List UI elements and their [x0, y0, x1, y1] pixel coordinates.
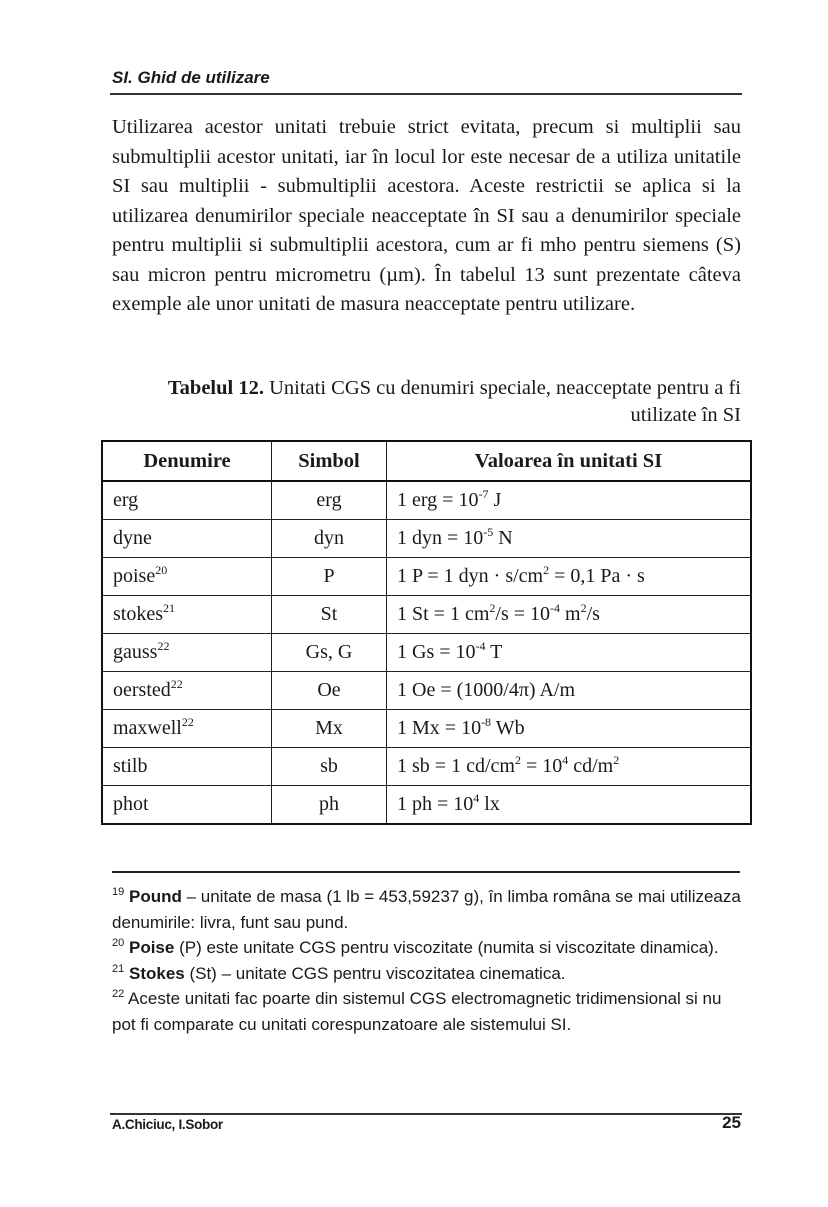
footnote-number: 21	[112, 962, 125, 975]
body-paragraph: Utilizarea acestor unitati trebuie strict evitata, precum si multiplii sau submultiplii acestor unitati, iar în locul lor este necesar de a utiliza unitatile SI sau multiplii - submultiplii acestora. Aceste restrictii se aplica si la utilizarea denumirilor speciale neacceptate în SI sau a denumirilor speciale pentru multiplii si submultiplii acestora, cum ar fi mho pentru siemens (S) sau micron pentru micrometru (µm). În tabelul 13 sunt prezentate câteva exemple ale unor unitati de masura neacceptate pentru utilizare.	[112, 116, 741, 315]
cell-si-value: 1 $Gs = 10^{-4}$ T	[387, 634, 752, 672]
table-row	[102, 634, 751, 672]
cell-unit-symbol: Oe	[272, 672, 387, 710]
footnote-20	[112, 935, 748, 961]
cell-si-value: 1 P = 1 dyn · $s/cm^2 = 0,1$ Pa · s	[387, 558, 752, 596]
footnote-22	[112, 986, 748, 1037]
footnote-number: 19	[112, 886, 125, 898]
footnote-ref: 20	[155, 563, 168, 577]
cell-si-value: 1 erg = $10^{-7}$ J	[387, 481, 752, 520]
table-row	[102, 786, 751, 825]
footnote-21	[112, 961, 748, 987]
cell-unit-symbol: P	[272, 558, 387, 596]
cell-unit-symbol: St	[272, 596, 387, 634]
footnote-term: Poise	[128, 938, 175, 957]
cell-unit-symbol: ph	[272, 786, 387, 825]
cell-unit-symbol: dyn	[272, 520, 387, 558]
table-row	[102, 672, 751, 710]
header-rule	[110, 93, 742, 95]
footnote-ref: 21	[163, 601, 175, 615]
footnote-ref: 22	[181, 715, 194, 729]
footnote-text: – unitate de masa (1 lb = 453,59237 g), în limba româna se mai utilizeaza denumirile: livra, funt sau pund.	[112, 887, 741, 932]
cell-unit-name	[102, 596, 272, 634]
cgs-units-table	[101, 440, 752, 825]
unit-name: poise	[113, 565, 156, 587]
table-row	[102, 481, 751, 520]
cell-si-value: 1 ph = $10^4$ lx	[387, 786, 752, 825]
unit-name: oersted	[113, 679, 171, 701]
cell-unit-symbol: erg	[272, 481, 387, 520]
table-row	[102, 710, 751, 748]
cell-unit-symbol: Mx	[272, 710, 387, 748]
footer-rule	[110, 1113, 742, 1115]
cell-unit-name	[102, 710, 272, 748]
footnote-text: Aceste unitati fac poarte din sistemul CGS electromagnetic tridimensional si nu pot fi comparate cu unitati corespunzatoare ale sistemului SI.	[112, 989, 722, 1034]
cell-unit-name	[102, 481, 272, 520]
table-row	[102, 520, 751, 558]
table-row	[102, 596, 751, 634]
column-header-symbol: Simbol	[272, 441, 387, 481]
table-caption-text: Unitati CGS cu denumiri speciale, neacceptate pentru a fi utilizate în SI	[263, 377, 741, 426]
cell-unit-symbol: Gs, G	[272, 634, 387, 672]
cell-unit-name	[102, 672, 272, 710]
cell-si-value: 1 $Mx = 10^{-8}$ Wb	[387, 710, 752, 748]
cell-unit-symbol: sb	[272, 748, 387, 786]
table-caption-label: Tabelul 12.	[167, 377, 264, 399]
footnotes	[112, 884, 748, 1037]
footnote-19	[112, 884, 748, 935]
unit-name: stilb	[113, 755, 148, 777]
unit-name: gauss	[113, 641, 158, 663]
table-row	[102, 558, 751, 596]
table-row	[102, 748, 751, 786]
cell-unit-name	[102, 748, 272, 786]
table-header-row	[102, 441, 751, 481]
table-caption	[112, 375, 741, 429]
column-header-name: Denumire	[102, 441, 272, 481]
footnote-term: Stokes	[128, 963, 185, 983]
cell-si-value: 1 dyn = $10^{-5}$ N	[387, 520, 752, 558]
cell-si-value: 1 St = 1 $cm^2/s = 10^{-4}$ $m^2/s$	[387, 596, 752, 634]
column-header-si-value: Valoarea în unitati SI	[387, 441, 752, 481]
unit-name: stokes	[113, 603, 163, 625]
footnote-number: 20	[112, 937, 125, 949]
cell-unit-name	[102, 558, 272, 596]
cell-si-value: 1 Oe = (1000/4π) A/m	[387, 672, 752, 710]
footnote-ref: 22	[157, 639, 170, 653]
cell-unit-name	[102, 520, 272, 558]
footnote-text: (P) este unitate CGS pentru viscozitate (numita si viscozitate dinamica).	[174, 938, 719, 957]
unit-name: dyne	[113, 527, 152, 549]
unit-name: phot	[113, 793, 149, 815]
cell-unit-name	[102, 786, 272, 825]
cell-si-value: 1 sb = 1 $cd/cm^2 = 10^4$ $cd/m^2$	[387, 748, 752, 786]
footnote-ref: 22	[170, 677, 183, 691]
footer-authors: A.Chiciuc, I.Sobor	[112, 1117, 223, 1132]
footnote-separator	[112, 871, 740, 873]
footnote-term: Pound	[128, 887, 182, 906]
running-header-title: SI. Ghid de utilizare	[112, 68, 270, 87]
unit-name: erg	[113, 489, 139, 511]
unit-name: maxwell	[113, 717, 182, 739]
footnote-number: 22	[112, 988, 125, 1000]
footnote-text: (St) – unitate CGS pentru viscozitatea cinematica.	[184, 963, 566, 983]
page-number: 25	[722, 1113, 741, 1132]
cell-unit-name	[102, 634, 272, 672]
